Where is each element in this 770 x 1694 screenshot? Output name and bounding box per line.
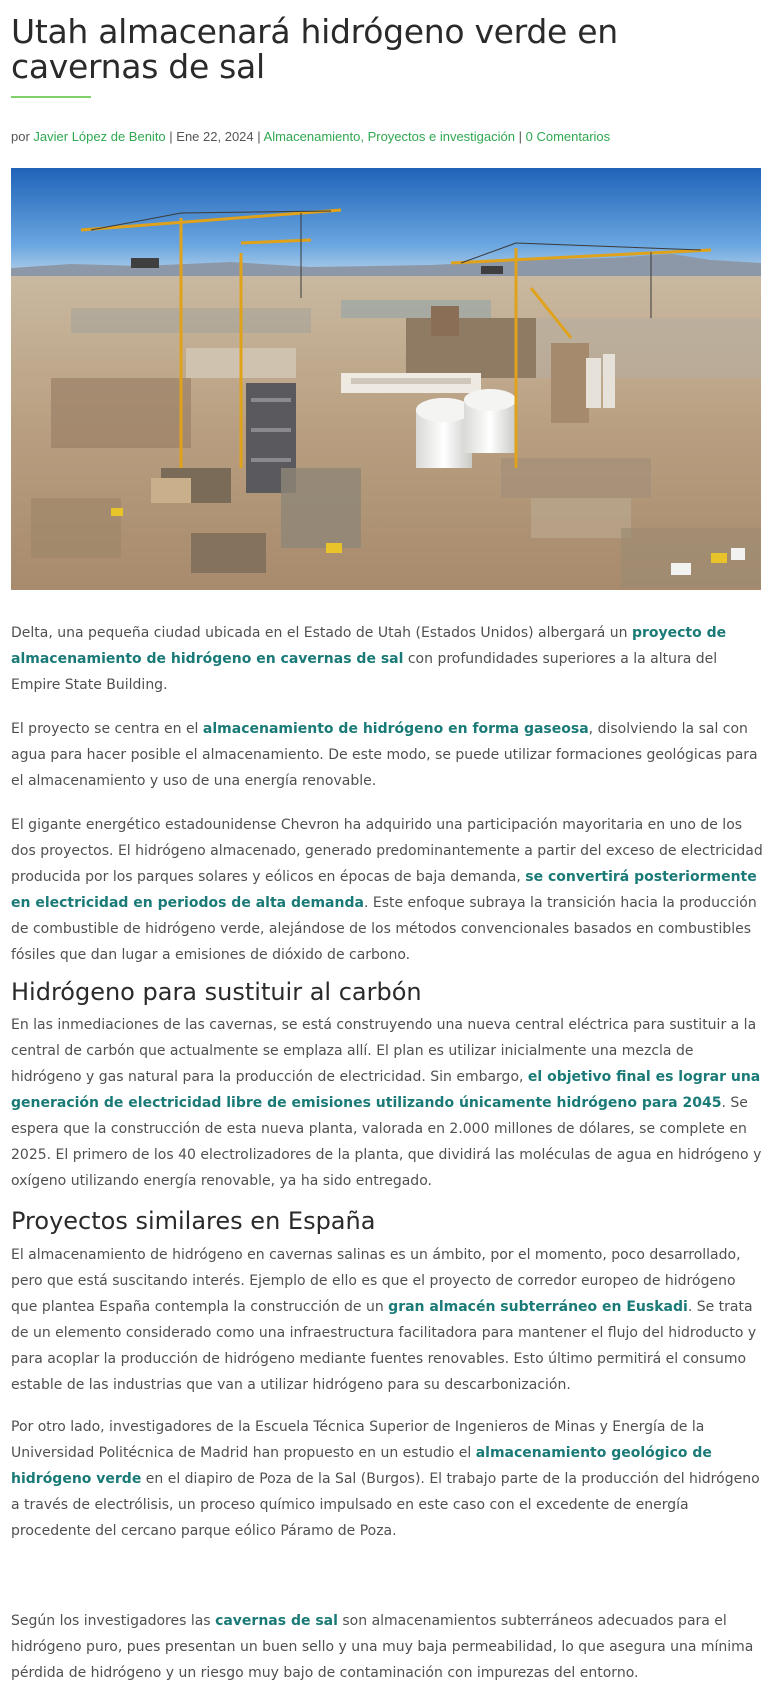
text: , disolviendo la sal con agua para hacer posible el almacenamiento. De este modo, se puede utilizar formaciones geológicas para el almacenamiento y uso de una energía renovable. [11, 721, 758, 789]
text: . Este enfoque subraya la transición hacia la producción de combustible de hidrógeno verde, alejándose de los métodos convencionales basados en combustibles fósiles que dan lugar a emisiones de dióxido de carbono. [11, 895, 757, 963]
text: El almacenamiento de hidrógeno en cavernas salinas es un ámbito, por el momento, poco desarrollado, pero que está suscitando interés. Ejemplo de ello es que el proyecto de corredor europeo de hidrógeno que plantea España contempla la construcción de un [11, 1247, 741, 1315]
text: Delta, una pequeña ciudad ubicada en el Estado de Utah (Estados Unidos) albergará un [11, 625, 632, 641]
section-1-paragraph [11, 1012, 763, 1194]
link-salt-caverns[interactable]: cavernas de sal [215, 1613, 338, 1629]
title-underline [11, 96, 91, 98]
text: . Se espera que la construcción de esta nueva planta, valorada en 2.000 millones de dólares, se complete en 2025. El primero de los 40 electrolizadores de la planta, que dividirá las moléculas de agua en hidrógeno y oxígeno utilizando energía renovable, ya ha sido entregado. [11, 1095, 762, 1189]
author-link[interactable]: Javier López de Benito [33, 129, 166, 144]
text: . Se trata de un elemento considerado como una infraestructura facilitadora para mantener el flujo del hidroducto y para acoplar la producción de hidrógeno mediante fuentes renovables. Esto último permitirá el consumo estable de las industrias que van a utilizar hidrógeno para su descarbonización. [11, 1299, 757, 1393]
hero-image [11, 168, 761, 590]
meta-separator: | [253, 129, 264, 144]
post-date: Ene 22, 2024 [176, 129, 254, 144]
text: El proyecto se centra en el [11, 721, 203, 737]
meta-separator: | [165, 129, 177, 144]
link-high-demand[interactable]: se convertirá posteriormente en electricidad en periodos de alta demanda [11, 869, 757, 911]
text: En las inmediaciones de las cavernas, se está construyendo una nueva central eléctrica para sustituir a la central de carbón que actualmente se emplaza allí. El plan es utilizar inicialmente una mezcla de hidrógeno y gas natural para la producción de electricidad. Sin embargo, [11, 1017, 757, 1085]
text: Según los investigadores las [11, 1613, 216, 1629]
link-2045-goal[interactable]: el objetivo final es lograr una generación de electricidad libre de emisiones utilizando únicamente hidrógeno para 2045 [11, 1069, 761, 1111]
link-geological-storage[interactable]: almacenamiento geológico de hidrógeno verde [11, 1445, 712, 1487]
section-2-paragraph-1 [11, 1242, 763, 1398]
section-2-paragraph-3 [11, 1608, 763, 1686]
intro-paragraph [11, 620, 763, 698]
paragraph-2 [11, 716, 763, 794]
link-hydrogen-salt-caverns[interactable]: proyecto de almacenamiento de hidrógeno en cavernas de sal [11, 625, 727, 667]
meta-separator: | [515, 129, 526, 144]
construction-site-photo [11, 168, 761, 590]
paragraph-3 [11, 812, 763, 968]
post-meta [11, 128, 610, 146]
text: con profundidades superiores a la altura del Empire State Building. [11, 651, 718, 693]
comments-link[interactable]: 0 Comentarios [525, 129, 611, 144]
text: en el diapiro de Poza de la Sal (Burgos). El trabajo parte de la producción del hidrógeno a través de electrólisis, un proceso químico impulsado en este caso con el excedente de energía procedente del cercano parque eólico Páramo de Poza. [11, 1471, 760, 1539]
section-heading-spain: Proyectos similares en España [11, 1207, 376, 1235]
section-heading-carbon: Hidrógeno para sustituir al carbón [11, 978, 422, 1006]
meta-by: por [11, 129, 34, 144]
article-title: Utah almacenará hidrógeno verde en cavernas de sal [11, 12, 618, 86]
category-links[interactable]: Almacenamiento, Proyectos e investigación [263, 129, 515, 144]
text: El gigante energético estadounidense Chevron ha adquirido una participación mayoritaria en uno de los dos proyectos. El hidrógeno almacenado, generado predominantemente a partir del exceso de electricidad producida por los parques solares y eólicos en épocas de baja demanda, [11, 817, 763, 885]
text: Por otro lado, investigadores de la Escuela Técnica Superior de Ingenieros de Minas y Energía de la Universidad Politécnica de Madrid han propuesto en un estudio el [11, 1419, 705, 1461]
link-gaseous-storage[interactable]: almacenamiento de hidrógeno en forma gaseosa [202, 721, 589, 737]
section-2-paragraph-2 [11, 1414, 763, 1544]
text: son almacenamientos subterráneos adecuados para el hidrógeno puro, pues presentan un buen sello y una muy baja permeabilidad, lo que asegura una mínima pérdida de hidrógeno y un riesgo muy bajo de contaminación con impurezas del entorno. [11, 1613, 754, 1681]
link-euskadi-storage[interactable]: gran almacén subterráneo en Euskadi [388, 1299, 688, 1315]
